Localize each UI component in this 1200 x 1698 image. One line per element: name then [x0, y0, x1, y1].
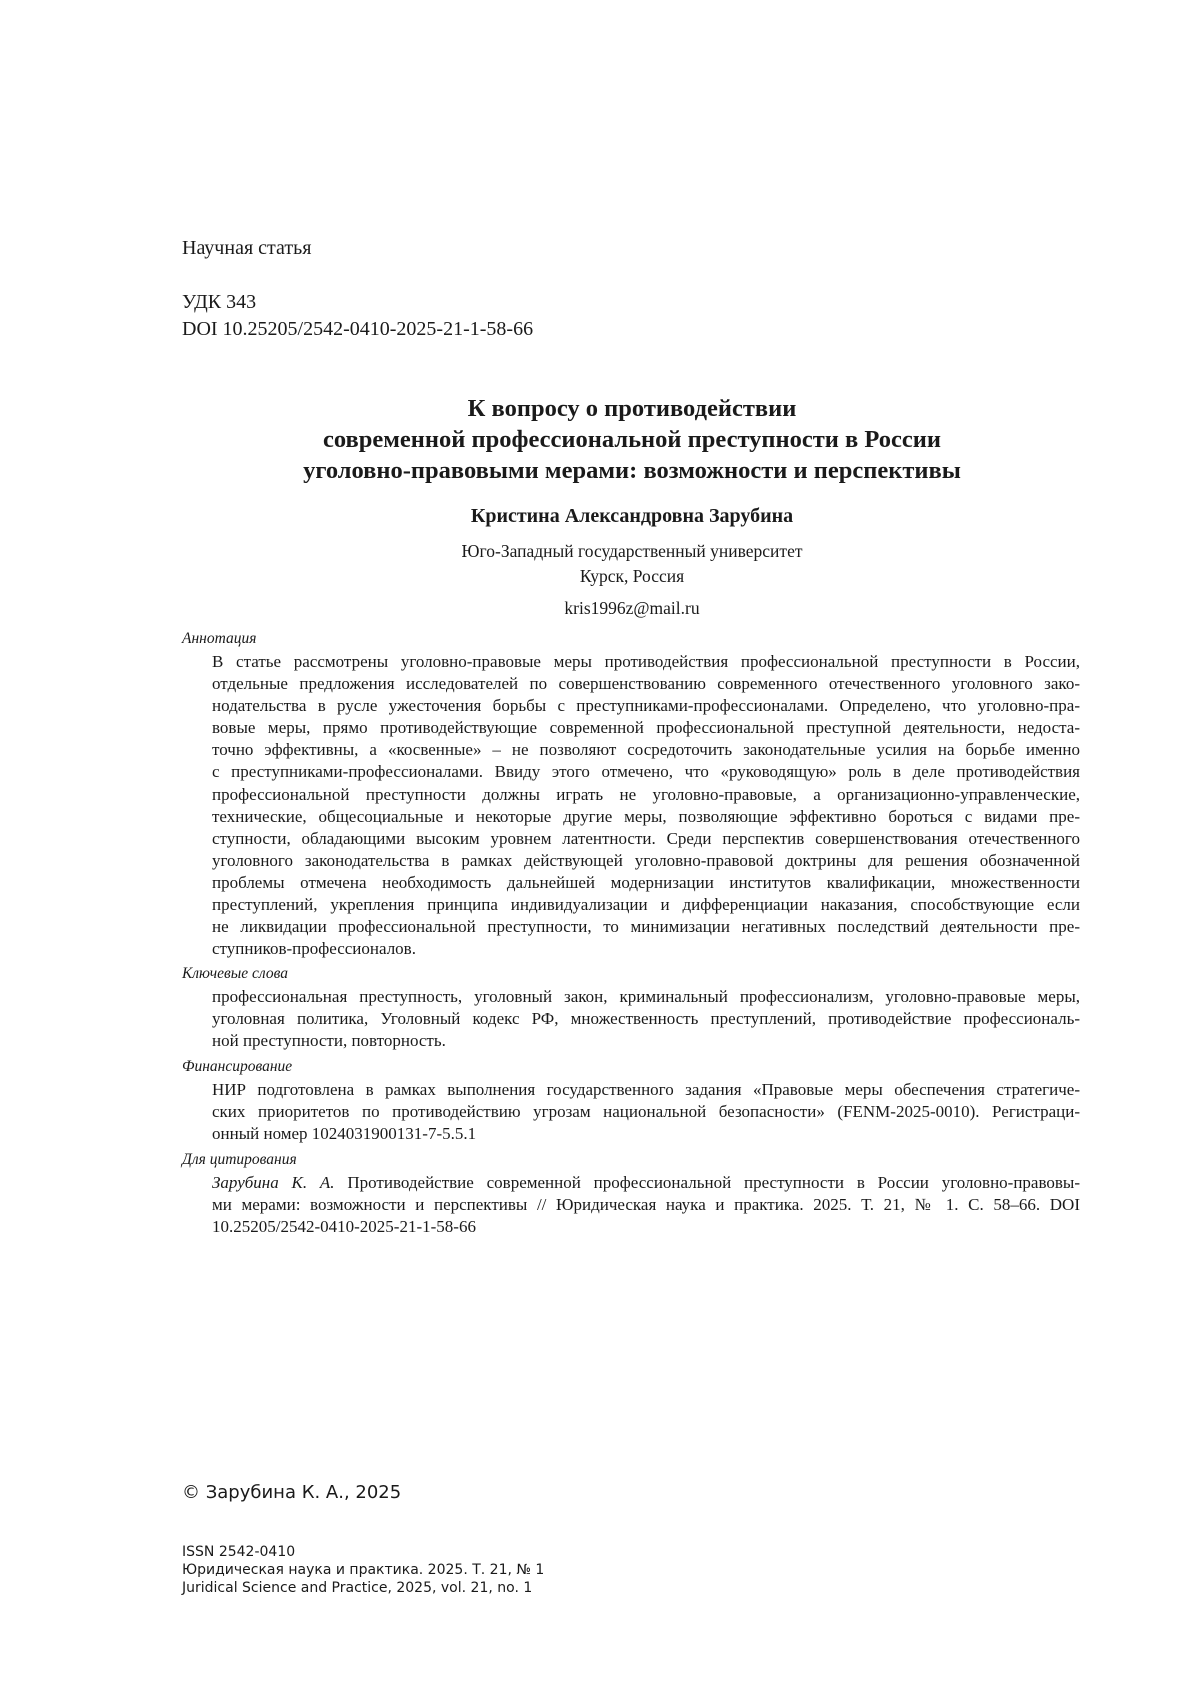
citation-author: Зарубина К. А.: [212, 1173, 335, 1192]
abstract-line: профессиональной преступности должны играть не уголовно-правовые, а организационно-управленческие,: [212, 784, 1080, 804]
title-line: современной профессиональной преступности в России: [323, 426, 941, 453]
abstract-line: с преступниками-профессионалами. Ввиду этого отмечено, что «руководящую» роль в деле противодействия: [212, 762, 1080, 782]
keywords-line: уголовная политика, Уголовный кодекс РФ, множественность преступлений, противодействие профессиональ-: [212, 1009, 1080, 1029]
journal-en: Juridical Science and Practice, 2025, vol. 21, no. 1: [182, 1580, 533, 1596]
abstract-line: ступников-профессионалов.: [212, 939, 416, 959]
abstract-line: В статье рассмотрены уголовно-правовые меры противодействия профессиональной преступности в России,: [212, 652, 1080, 671]
author-name: Кристина Александровна Зарубина: [470, 505, 794, 527]
title-line: К вопросу о противодействии: [467, 395, 797, 422]
issn: ISSN 2542-0410: [182, 1544, 296, 1560]
abstract-line: технические, общесоциальные и некоторые другие меры, позволяющие эффективно бороться с видами пре-: [212, 806, 1080, 826]
article-title: [182, 393, 1082, 486]
abstract-line: уголовного законодательства в рамках действующей уголовно-правовой доктрины для решения обозначенной: [212, 850, 1080, 870]
abstract-line: точно эффективны, а «косвенные» – не позволяют сосредоточить законодательные усилия на борьбе именно: [212, 740, 1080, 760]
citation-label: Для цитирования: [182, 1151, 297, 1168]
title-line: уголовно-правовыми мерами: возможности и перспективы: [303, 457, 961, 484]
journal-ru: Юридическая наука и практика. 2025. Т. 21, № 1: [182, 1562, 545, 1578]
copyright-notice: © Зарубина К. А., 2025: [182, 1482, 402, 1503]
abstract-line: проблемы отмечена необходимость дальнейшей модернизации институтов квалификации, множественности: [212, 872, 1080, 892]
abstract-line: ступности, обладающими высоким уровнем латентности. Среди перспектив совершенствования отечественного: [212, 828, 1080, 848]
keywords-label: Ключевые слова: [182, 965, 288, 982]
abstract-line: нодательства в русле ужесточения борьбы с преступниками-профессионалами. Определено, что уголовно-пра-: [212, 696, 1080, 716]
author-location: Курск, Россия: [579, 566, 685, 586]
abstract-line: не ликвидации профессиональной преступности, то минимизации негативных последствий деятельности пре-: [212, 917, 1080, 937]
doi: DOI 10.25205/2542-0410-2025-21-1-58-66: [182, 318, 534, 340]
funding-line: онный номер 1024031900131-7-5.5.1: [212, 1124, 477, 1144]
author-email: kris1996z@mail.ru: [564, 598, 700, 618]
keywords-line: ной преступности, повторность.: [212, 1031, 446, 1051]
author-affiliation: Юго-Западный государственный университет: [461, 541, 803, 561]
keywords-text: [212, 986, 1080, 1052]
citation-line: ми мерами: возможности и перспективы // Юридическая наука и практика. 2025. Т. 21, № 1. С. 58–66. DOI: [212, 1195, 1080, 1215]
citation-text: [212, 1172, 1080, 1238]
citation-title: Противодействие современной профессиональной преступности в России уголовно-правовы-: [334, 1173, 1080, 1192]
article-type: Научная статья: [182, 237, 312, 259]
citation-line: 10.25205/2542-0410-2025-21-1-58-66: [212, 1217, 476, 1237]
funding-label: Финансирование: [182, 1058, 293, 1075]
citation-line: [212, 1172, 1080, 1194]
abstract-line: вовые меры, прямо противодействующие современной профессиональной преступной деятельности, недоста-: [212, 718, 1080, 738]
keywords-line: профессиональная преступность, уголовный закон, криминальный профессионализм, уголовно-правовые меры,: [212, 987, 1080, 1006]
funding-line: НИР подготовлена в рамках выполнения государственного задания «Правовые меры обеспечения стратегиче-: [212, 1080, 1080, 1099]
funding-line: ских приоритетов по противодействию угрозам национальной безопасности» (FENM-2025-0010). Регистраци-: [212, 1102, 1080, 1122]
abstract-line: преступлений, укрепления принципа индивидуализации и дифференциации наказания, способствующие если: [212, 895, 1080, 915]
funding-text: [212, 1079, 1080, 1145]
udc-code: УДК 343: [182, 291, 257, 313]
abstract-label: Аннотация: [182, 630, 257, 647]
abstract-text: [212, 651, 1080, 960]
abstract-line: отдельные предложения исследователей по совершенствованию современного отечественного уголовного зако-: [212, 674, 1080, 694]
